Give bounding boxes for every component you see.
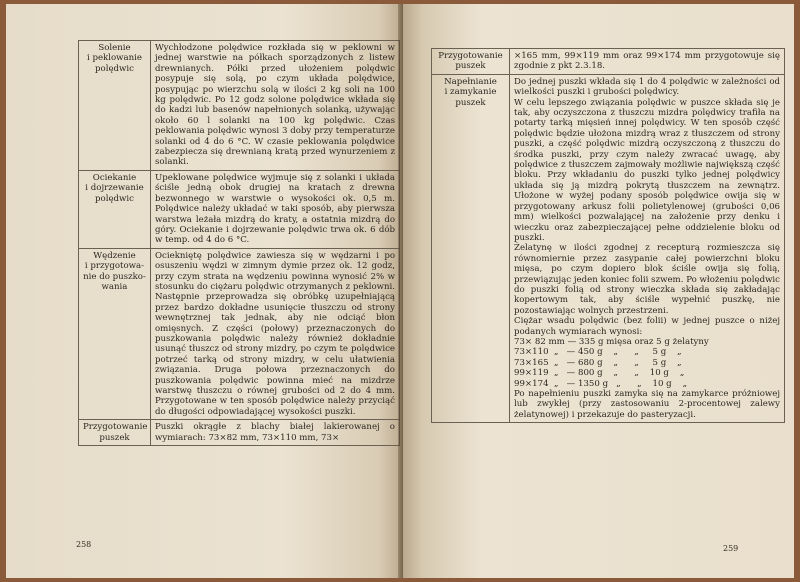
row-text-przygotowanie-cont: ×165 mm, 99×119 mm oraz 99×174 mm przygotowuje się zgodnie z pkt 2.3.18. — [510, 49, 785, 75]
right-process-table — [431, 48, 785, 423]
row-label-napelnianie: Napełnianie i zamykanie puszek — [432, 74, 510, 422]
paragraph: Żelatynę w ilości zgodnej z recepturą rozmieszcza się równomiernie przez zasypanie całej powierzchni bloku mięsa, po czym dopiero blok ściśle owija się folią, przewiązując jeden koniec folii szwem. Po włożeniu polędwic do puszki folią od strony wieczka składa się zakładając kopertowym tak, aby ściśle wypełnić puszkę, nie pozostawiając wolnych przestrzeni. — [514, 243, 780, 316]
paragraph: Po napełnieniu puszki zamyka się na zamykarce próżniowej lub zwykłej (przy zastosowaniu 2-procentowej zalewy żelatynowej) i przekazuje do pasteryzacji. — [514, 389, 780, 420]
left-page — [6, 4, 403, 578]
left-process-table — [78, 40, 400, 446]
row-label-solenie: Solenie i peklowanie polędwic — [79, 41, 151, 171]
row-label-wedzenie: Wędzenie i przygotowa- nie do puszko- wania — [79, 248, 151, 420]
table-row — [79, 41, 400, 171]
table-row — [79, 248, 400, 420]
dose-line: 99×119 „ — 800 g „ „ 10 g „ — [514, 368, 685, 379]
page-number-right: 259 — [723, 544, 739, 553]
table-row — [432, 49, 785, 75]
table-row — [432, 74, 785, 422]
dose-line: 73× 82 mm — 335 g mięsa oraz 5 g żelatyny — [514, 336, 709, 347]
row-text-wedzenie: Ociekniętę polędwice zawiesza się w wędzarni i po osuszeniu wędzi w zimnym dymie przez ok. 12 godz, przy czym strata na wędzeniu powinna wynosić 2% w stosunku do ciężaru polędwic otrzymanych z peklowni. Następnie przeprowadza się obróbkę uzupełniającą przez bardzo dokładne usunięcie tłuszczu od strony wewnętrznej tak jednak, aby nie odciąć błon omięsnych. Z części (połowy) przeznaczonych do puszkowania polędwic należy również dokładnie usunąć tłuszcz od strony mizdry, po czym te polędwice potrzeć tarką od strony mizdry, w celu ułatwienia związania. Druga połowa przeznaczonych do puszkowania polędwic powinna mieć na mizdrze warstwę tłuszczu o równej grubości od 2 do 4 mm. Przygotowane w ten sposób polędwice należy przyciąć do długości odpowiadającej wysokości puszki. — [151, 248, 400, 420]
row-label-przygotowanie-cont: Przygotowanie puszek — [432, 49, 510, 75]
table-row — [79, 170, 400, 248]
dose-line: 73×110 „ — 450 g „ „ 5 g „ — [514, 347, 682, 358]
dose-line: 99×174 „ — 1350 g „ „ 10 g „ — [514, 378, 688, 389]
row-text-przygotowanie: Puszki okrągłe z blachy białej lakierowanej o wymiarach: 73×82 mm, 73×110 mm, 73× — [151, 420, 400, 446]
row-label-przygotowanie: Przygotowanie puszek — [79, 420, 151, 446]
right-page — [403, 4, 794, 578]
row-text-ociekanie: Upeklowane polędwice wyjmuje się z solanki i układa ściśle jedną obok drugiej na kratach z drewna bezwonnego w warstwie o wysokości ok. 0,5 m. Polędwice należy układać w taki sposób, aby pierwsza warstwa leżała mizdrą do kraty, a ostatnia mizdrą do góry. Ociekanie i dojrzewanie polędwic trwa ok. 6 dób w temp. od 4 do 6 °C. — [151, 170, 400, 248]
paragraph: Do jednej puszki wkłada się 1 do 4 polędwic w zależności od wielkości puszki i grubości polędwicy. — [514, 76, 780, 98]
table-row — [79, 420, 400, 446]
dose-line: 73×165 „ — 680 g „ „ 5 g „ — [514, 357, 682, 368]
row-text-solenie: Wychłodzone polędwice rozkłada się w peklowni w jednej warstwie na półkach sporządzonych z listew drewnianych. Półki przed ułożeniem polędwic posypuje się solą, po czym układa polędwice, posypując po wierzchu solą w ilości 2 kg soli na 100 kg polędwic. Po 12 godz solone polędwice wkłada się do kadzi lub basenów napełnionych solanką, używając około 60 l solanki na 100 kg polędwic. Czas peklowania polędwic wynosi 3 doby przy temperaturze solanki od 4 do 6 °C. W czasie peklowania polędwice zabezpiecza się drewnianą kratą przed wynurzeniem z solanki. — [151, 41, 400, 171]
paragraph: W celu lepszego związania polędwic w puszce składa się je tak, aby oczyszczona z tłuszczu mizdra polędwicy trafiła na potarty tarką mięsień innej polędwicy. W ten sposób część polędwic będzie ułożona mizdrą wraz z tłuszczem od strony puszki, a część polędwic mizdrą oczyszczoną z tłuszczu do środka puszki, przy czym należy zwracać uwagę, aby polędwice z tłuszczem zajmowały możliwie największą część bloku. Przy wkładaniu do puszki tylko jednej polędwicy układa się ją mizdrą pokrytą tłuszczem na zewnątrz. Ułożone w wyżej podany sposób polędwice owija się w przygotowany arkusz folii polietylenowej (grubości 0,06 mm) wielkości pozwalającej na założenie przy denku i wieczku oraz zabezpieczającej pełne oddzielenie bloku od puszki. — [514, 97, 780, 243]
row-label-ociekanie: Ociekanie i dojrzewanie polędwic — [79, 170, 151, 248]
row-text-napelnianie — [510, 74, 785, 422]
paragraph: Ciężar wsadu polędwic (bez folii) w jednej puszce o niżej podanych wymiarach wynosi: — [514, 316, 780, 337]
page-number-left: 258 — [76, 540, 92, 549]
